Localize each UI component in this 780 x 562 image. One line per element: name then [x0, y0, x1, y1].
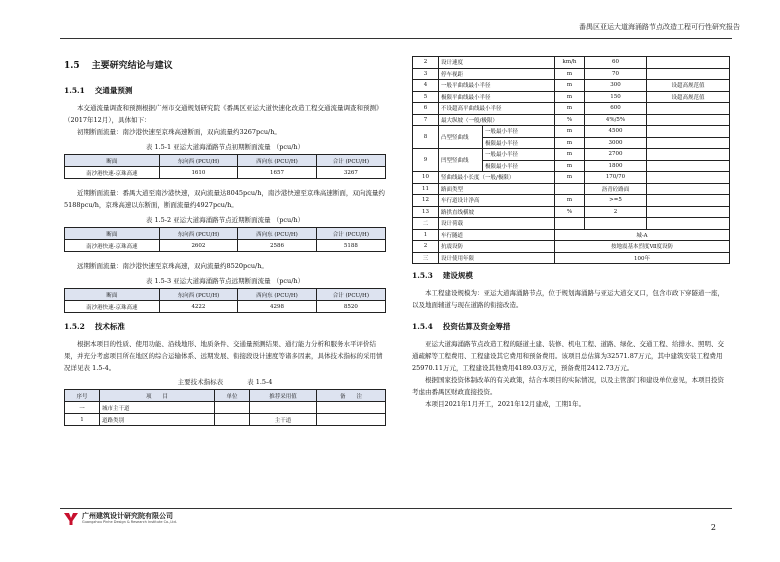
table-row — [413, 68, 730, 80]
table-cell: 城市主干道 — [100, 402, 215, 414]
table-cell: 车行隧道 — [439, 229, 555, 241]
subsection-number: 1.5.4 — [412, 322, 433, 331]
paragraph: 近期断面流量：番禺大道至南沙港快速，双向流量达8045pcu/h，南沙港快速至京珠高速断面，双向流量约5188pcu/h，京珠高速以东断面，断面流量约4927pcu/h。 — [64, 189, 385, 209]
table-cell: 南沙港快速-京珠高速 — [65, 240, 160, 252]
table-caption-title: 主要技术指标表 — [177, 378, 224, 386]
company-logo — [64, 513, 177, 525]
table-header-cell: 断面 — [65, 289, 160, 301]
table-caption: 表 1.5-3 亚运大道海涌路节点远期断面流量 （pcu/h） — [145, 277, 305, 285]
table-cell — [555, 183, 585, 195]
table-cell: 车行道设计净高 — [439, 195, 555, 207]
table-cell: 4 — [413, 80, 439, 92]
table-cell: m — [555, 103, 585, 115]
tech-index-table-part1 — [64, 389, 386, 426]
table-cell: m — [555, 68, 585, 80]
subsection-heading-standards — [64, 321, 386, 332]
company-name-en: Guangzhou Pinhe Design & Research Institute Co.,Ltd. — [82, 520, 178, 524]
paragraph: 本工程建设规模为：亚运大道海涌路节点，位于规划海涌路与亚运大道交叉口，包含市政下穿隧道一座，以及地面辅道与现在道路的衔接改造。 — [412, 289, 724, 309]
table-row — [413, 183, 730, 195]
table-cell: km/h — [555, 57, 585, 69]
traffic-table-near — [64, 227, 386, 252]
table-header-cell: 东向西 (PCU/H) — [159, 155, 238, 167]
table-cell — [555, 218, 585, 230]
company-logo-mark — [64, 513, 78, 525]
table-cell — [647, 137, 730, 149]
table-header-cell: 合计 (PCU/H) — [316, 289, 385, 301]
paragraph: 远期断面流量：南沙港快速至京珠高速，双向流量约8520pcu/h。 — [77, 262, 268, 270]
traffic-table-long — [64, 288, 386, 313]
table-cell — [585, 218, 647, 230]
table-cell: 不设超高平曲线最小半径 — [439, 103, 555, 115]
table-cell: 70 — [585, 68, 647, 80]
table-row — [413, 80, 730, 92]
table-row — [413, 195, 730, 207]
table-cell — [647, 183, 730, 195]
subsection-title: 投资估算及资金筹措 — [442, 322, 511, 331]
table-cell: 一 — [65, 402, 100, 414]
table-cell: 5 — [413, 91, 439, 103]
section-number: 1.5 — [64, 61, 80, 71]
table-cell: 5188 — [316, 240, 385, 252]
table-row — [413, 218, 730, 230]
table-cell: 抗震设防 — [439, 241, 555, 253]
subsection-heading-investment — [412, 321, 730, 332]
table-cell: 2586 — [238, 240, 317, 252]
table-cell — [317, 402, 386, 414]
table-cell: m — [555, 160, 585, 172]
table-cell — [215, 414, 250, 426]
table-cell: 4500 — [585, 126, 647, 138]
table-cell: 13 — [413, 206, 439, 218]
section-heading — [64, 58, 386, 71]
table-caption: 表 1.5-2 亚运大道海涌路节点近期断面流量 （pcu/h） — [145, 216, 305, 224]
table-cell — [215, 402, 250, 414]
table-cell: 1 — [413, 229, 439, 241]
table-row — [413, 114, 730, 126]
table-cell: 极限最小半径 — [483, 137, 555, 149]
table-cell: 凸型竖曲线 — [439, 126, 483, 149]
table-cell: 主干道 — [250, 414, 317, 426]
table-cell: 设超高规范值 — [647, 91, 730, 103]
table-cell: 二 — [413, 218, 439, 230]
table-cell: m — [555, 195, 585, 207]
table-cell: 3000 — [585, 137, 647, 149]
table-header-cell: 合计 (PCU/H) — [316, 155, 385, 167]
tech-index-table-part2 — [412, 56, 730, 264]
table-row — [413, 91, 730, 103]
table-cell: 1 — [65, 414, 100, 426]
table-cell: 4%/5% — [585, 114, 647, 126]
subsection-number: 1.5.1 — [64, 86, 85, 95]
table-cell: 8520 — [316, 301, 385, 313]
table-cell: 10 — [413, 172, 439, 184]
table-header-cell: 备 注 — [317, 390, 386, 402]
table-cell: 南沙港快速-京珠高速 — [65, 301, 160, 313]
paragraph: 本项目2021年1月开工，2021年12月建成，工期1年。 — [425, 400, 586, 408]
table-cell: 路拱直线横坡 — [439, 206, 555, 218]
table-cell — [647, 160, 730, 172]
table-cell: 最大纵坡（一般/极限） — [439, 114, 555, 126]
table-cell: 路面类型 — [439, 183, 555, 195]
table-cell — [647, 172, 730, 184]
table-row — [413, 172, 730, 184]
table-cell: 停车视距 — [439, 68, 555, 80]
table-cell — [647, 114, 730, 126]
table-cell: 城-A — [555, 229, 730, 241]
table-row — [413, 103, 730, 115]
table-header-cell: 东向西 (PCU/H) — [159, 289, 238, 301]
subsection-heading-scale — [412, 270, 730, 281]
table-header-cell: 西向东 (PCU/H) — [238, 228, 317, 240]
table-caption — [64, 377, 386, 386]
table-cell: 170/70 — [585, 172, 647, 184]
right-column — [412, 56, 730, 410]
subsection-number: 1.5.2 — [64, 322, 85, 331]
table-header-cell: 断面 — [65, 155, 160, 167]
table-cell: % — [555, 206, 585, 218]
table-header-cell: 东向西 (PCU/H) — [159, 228, 238, 240]
table-cell: m — [555, 149, 585, 161]
table-cell — [647, 103, 730, 115]
table-cell: m — [555, 137, 585, 149]
table-cell: 60 — [585, 57, 647, 69]
table-cell — [250, 402, 317, 414]
table-cell: 7 — [413, 114, 439, 126]
table-cell — [647, 195, 730, 207]
table-cell: 道路类别 — [100, 414, 215, 426]
table-cell: 设计使用年限 — [439, 252, 555, 264]
paragraph: 本交通流量调查和预测根据广州市交通规划研究院《番禺区亚运大道快速化改造工程交通流量调查和预测》（2017年12月），具体如下： — [64, 104, 383, 124]
table-cell: m — [555, 172, 585, 184]
table-cell: 极限最小半径 — [483, 160, 555, 172]
table-cell — [647, 126, 730, 138]
table-cell: 2700 — [585, 149, 647, 161]
table-cell: 6 — [413, 103, 439, 115]
table-cell: 2 — [413, 57, 439, 69]
table-cell: 竖曲线最小长度（一般/极限） — [439, 172, 555, 184]
table-header-cell: 断面 — [65, 228, 160, 240]
page-number: 2 — [710, 523, 716, 532]
table-header-cell: 单位 — [215, 390, 250, 402]
footer-divider — [60, 508, 732, 509]
subsection-title: 交通量预测 — [94, 86, 133, 95]
table-cell: 3267 — [316, 167, 385, 179]
table-cell: 8 — [413, 126, 439, 149]
table-cell — [647, 206, 730, 218]
left-column — [64, 54, 386, 426]
table-row — [413, 252, 730, 264]
traffic-table-initial — [64, 154, 386, 179]
table-cell: 极限平曲线最小半径 — [439, 91, 555, 103]
table-cell: m — [555, 126, 585, 138]
table-cell: 一般最小半径 — [483, 149, 555, 161]
table-cell: 一般平曲线最小半径 — [439, 80, 555, 92]
table-row — [413, 229, 730, 241]
table-caption: 表 1.5-1 亚运大道海涌路节点初期断面流量 （pcu/h） — [145, 143, 305, 151]
table-row — [413, 241, 730, 253]
table-header-cell: 西向东 (PCU/H) — [238, 155, 317, 167]
table-cell: 150 — [585, 91, 647, 103]
table-cell — [647, 57, 730, 69]
company-name-cn: 广州建筑设计研究院有限公司 — [82, 512, 173, 520]
table-cell: 沥青砼路面 — [585, 183, 647, 195]
table-row — [413, 57, 730, 69]
table-cell — [317, 414, 386, 426]
table-cell: 1800 — [585, 160, 647, 172]
table-cell: 4298 — [238, 301, 317, 313]
table-cell: >=5 — [585, 195, 647, 207]
table-cell: 凹型竖曲线 — [439, 149, 483, 172]
table-cell: 2602 — [159, 240, 238, 252]
table-cell — [647, 218, 730, 230]
table-row — [413, 206, 730, 218]
table-cell: 4222 — [159, 301, 238, 313]
table-header-cell: 西向东 (PCU/H) — [238, 289, 317, 301]
table-cell: 600 — [585, 103, 647, 115]
table-cell: % — [555, 114, 585, 126]
table-header-cell: 项 目 — [100, 390, 215, 402]
subsection-title: 建设规模 — [442, 271, 473, 280]
subsection-title: 技术标准 — [94, 322, 125, 331]
subsection-heading-traffic — [64, 85, 386, 96]
table-cell — [647, 68, 730, 80]
table-cell: 按地震基本烈度Ⅶ度设防 — [555, 241, 730, 253]
paragraph: 初期断面流量：南沙港快速至京珠高速断面，双向流量约3267pcu/h。 — [77, 128, 281, 136]
paragraph: 根据国家投资体制改革的有关政策，结合本项目的实际情况，以及主管部门和建设单位意见，本项目投资考虑由番禺区财政直接投资。 — [412, 376, 724, 396]
table-cell: 设计荷载 — [439, 218, 555, 230]
table-cell — [647, 149, 730, 161]
table-cell: 300 — [585, 80, 647, 92]
header-divider — [60, 38, 732, 39]
table-cell: 9 — [413, 149, 439, 172]
table-cell: m — [555, 80, 585, 92]
table-caption-number: 表 1.5-4 — [247, 378, 273, 386]
table-cell: 设超高规范值 — [647, 80, 730, 92]
table-cell: 2 — [413, 241, 439, 253]
table-cell: 100年 — [555, 252, 730, 264]
table-cell: 一般最小半径 — [483, 126, 555, 138]
table-cell: 12 — [413, 195, 439, 207]
paragraph: 根据本项目的性质、使用功能、沿线地形、地质条件、交通量预测结果、通行能力分析和服务水平评价结果，并充分考虑项目所在地区的综合运输体系、远期发展、衔接段设计速度等诸多因素，具体技术指标的采用情况详见表 1.5-4。 — [64, 340, 383, 372]
table-cell: m — [555, 91, 585, 103]
table-cell: 11 — [413, 183, 439, 195]
table-cell: 南沙港快速-京珠高速 — [65, 167, 160, 179]
table-cell: 设计速度 — [439, 57, 555, 69]
table-cell: 1657 — [238, 167, 317, 179]
table-header-cell: 序号 — [65, 390, 100, 402]
paragraph: 亚运大道海涌路节点改造工程的隧道土建、装修、机电工程、道路、绿化、交通工程、给排水、照明、交通疏解等工程费用、工程建设其它费用和预备费用。该项目总估算为32571.87万元，其中建筑安装工程费用25970.11万元，工程建设其他费用4189.03万元，预备费用2412.73万元。 — [412, 340, 724, 372]
table-cell: 三 — [413, 252, 439, 264]
page-header-title: 番禺区亚运大道海涌路节点改造工程可行性研究报告 — [579, 23, 740, 31]
subsection-number: 1.5.3 — [412, 271, 433, 280]
table-cell: 2 — [585, 206, 647, 218]
table-cell: 1610 — [159, 167, 238, 179]
table-header-cell: 推荐采用值 — [250, 390, 317, 402]
table-header-cell: 合计 (PCU/H) — [316, 228, 385, 240]
table-cell: 3 — [413, 68, 439, 80]
section-title: 主要研究结论与建议 — [91, 61, 173, 71]
